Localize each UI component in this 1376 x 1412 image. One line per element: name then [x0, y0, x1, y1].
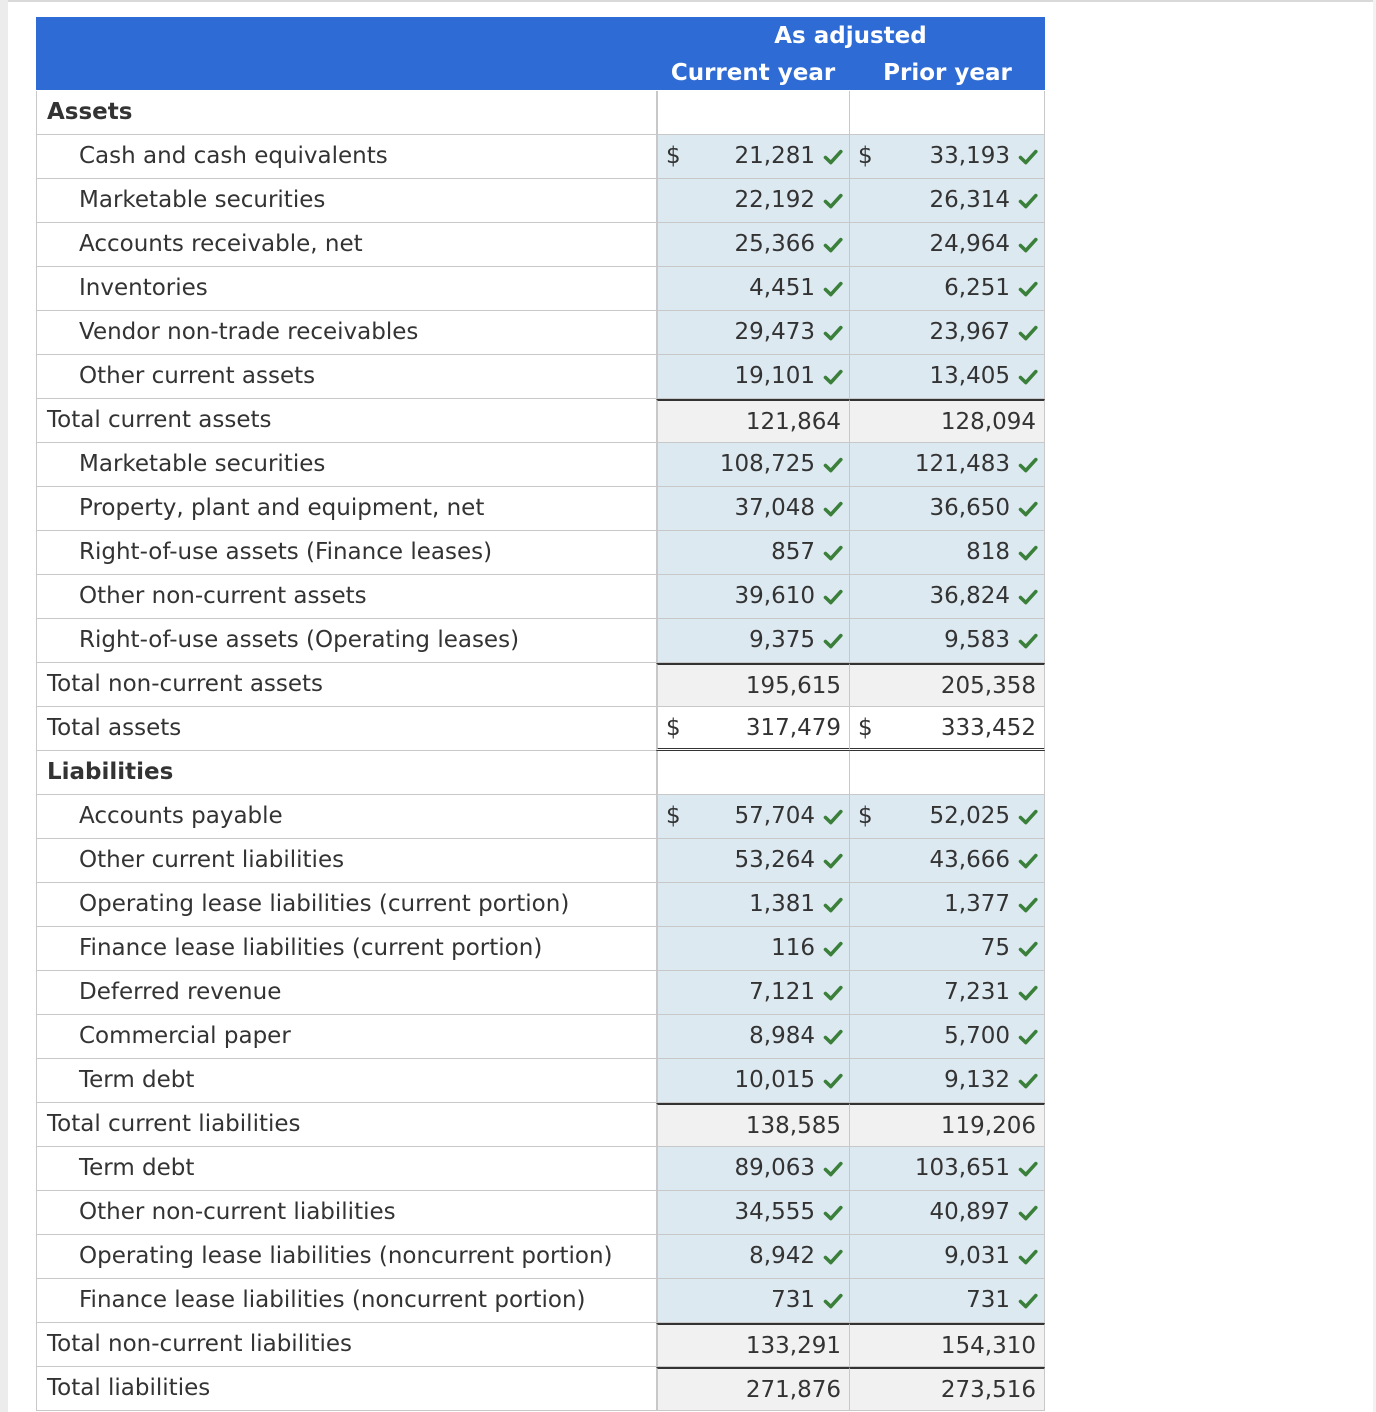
table-row — [36, 1191, 1045, 1235]
cell-value: 128,094 — [940, 409, 1036, 435]
cell-value: 121,864 — [745, 409, 841, 435]
row-label: Right-of-use assets (Finance leases) — [36, 531, 656, 575]
cell-value: 138,585 — [745, 1113, 841, 1139]
total-row — [36, 1323, 1045, 1367]
current-year-input[interactable] — [656, 839, 850, 883]
cell-value: 9,031 — [944, 1243, 1010, 1269]
checkmark-icon — [823, 1071, 843, 1091]
current-year-input[interactable] — [656, 1235, 850, 1279]
table-row — [36, 795, 1045, 839]
prior-year-input[interactable] — [850, 619, 1045, 663]
checkmark-icon — [823, 191, 843, 211]
prior-year-input[interactable] — [850, 1059, 1045, 1103]
cell-value: 36,824 — [929, 583, 1010, 609]
cell-value: 195,615 — [745, 673, 841, 699]
cell-value: 39,610 — [734, 583, 815, 609]
row-label: Marketable securities — [36, 179, 656, 223]
prior-year-cell — [850, 707, 1045, 751]
table-body — [36, 91, 1045, 1411]
cell-value: 7,231 — [944, 979, 1010, 1005]
header-prior-year: Prior year — [883, 60, 1012, 86]
row-label: Marketable securities — [36, 443, 656, 487]
cell-value: 103,651 — [914, 1155, 1010, 1181]
table-row — [36, 311, 1045, 355]
checkmark-icon — [1018, 455, 1038, 475]
checkmark-icon — [823, 1027, 843, 1047]
row-label: Total current assets — [36, 399, 656, 443]
checkmark-icon — [1018, 587, 1038, 607]
current-year-input[interactable] — [656, 135, 850, 179]
table-row — [36, 575, 1045, 619]
prior-year-cell — [850, 399, 1045, 443]
table-row — [36, 443, 1045, 487]
current-year-cell — [656, 751, 850, 795]
cell-value: 89,063 — [734, 1155, 815, 1181]
current-year-cell — [656, 707, 850, 751]
table-row — [36, 223, 1045, 267]
checkmark-icon — [1018, 1159, 1038, 1179]
cell-value: 731 — [771, 1287, 815, 1313]
table-row — [36, 1235, 1045, 1279]
cell-value: 29,473 — [734, 319, 815, 345]
checkmark-icon — [1018, 147, 1038, 167]
cell-value: 4,451 — [749, 275, 815, 301]
prior-year-input[interactable] — [850, 355, 1045, 399]
cell-value: 22,192 — [734, 187, 815, 213]
cell-value: 23,967 — [929, 319, 1010, 345]
prior-year-input[interactable] — [850, 927, 1045, 971]
cell-value: 116 — [771, 935, 815, 961]
table-row — [36, 135, 1045, 179]
checkmark-icon — [1018, 367, 1038, 387]
checkmark-icon — [823, 1247, 843, 1267]
prior-year-input[interactable] — [850, 443, 1045, 487]
cell-value: 333,452 — [940, 715, 1036, 741]
table-row — [36, 355, 1045, 399]
prior-year-cell — [850, 1323, 1045, 1367]
cell-value: 26,314 — [929, 187, 1010, 213]
cell-value: 36,650 — [929, 495, 1010, 521]
current-year-cell — [656, 1323, 850, 1367]
checkmark-icon — [823, 983, 843, 1003]
prior-year-input[interactable] — [850, 487, 1045, 531]
prior-year-input[interactable] — [850, 135, 1045, 179]
cell-value: 317,479 — [745, 715, 841, 741]
cell-value: 40,897 — [929, 1199, 1010, 1225]
checkmark-icon — [823, 147, 843, 167]
checkmark-icon — [1018, 323, 1038, 343]
prior-year-input[interactable] — [850, 179, 1045, 223]
currency-symbol: $ — [858, 715, 873, 741]
cell-value: 13,405 — [929, 363, 1010, 389]
cell-value: 857 — [771, 539, 815, 565]
prior-year-input[interactable] — [850, 795, 1045, 839]
cell-value: 9,583 — [944, 627, 1010, 653]
row-label: Finance lease liabilities (current portion) — [36, 927, 656, 971]
row-label: Vendor non-trade receivables — [36, 311, 656, 355]
checkmark-icon — [823, 939, 843, 959]
current-year-cell — [656, 663, 850, 707]
current-year-input[interactable] — [656, 487, 850, 531]
current-year-cell — [656, 1103, 850, 1147]
table-row — [36, 487, 1045, 531]
total-row — [36, 707, 1045, 751]
current-year-input[interactable] — [656, 927, 850, 971]
cell-value: 75 — [980, 935, 1010, 961]
cell-value: 273,516 — [940, 1377, 1036, 1403]
row-label: Total non-current liabilities — [36, 1323, 656, 1367]
cell-value: 133,291 — [745, 1333, 841, 1359]
cell-value: 8,984 — [749, 1023, 815, 1049]
current-year-input[interactable] — [656, 1191, 850, 1235]
table-row — [36, 927, 1045, 971]
cell-value: 154,310 — [940, 1333, 1036, 1359]
prior-year-input[interactable] — [850, 1279, 1045, 1323]
currency-symbol: $ — [666, 803, 681, 829]
cell-value: 53,264 — [734, 847, 815, 873]
row-label: Cash and cash equivalents — [36, 135, 656, 179]
cell-value: 25,366 — [734, 231, 815, 257]
table-row — [36, 531, 1045, 575]
current-year-input[interactable] — [656, 267, 850, 311]
prior-year-input[interactable] — [850, 883, 1045, 927]
prior-year-input[interactable] — [850, 223, 1045, 267]
current-year-input[interactable] — [656, 1279, 850, 1323]
current-year-input[interactable] — [656, 1059, 850, 1103]
checkmark-icon — [1018, 631, 1038, 651]
currency-symbol: $ — [858, 143, 873, 169]
checkmark-icon — [823, 895, 843, 915]
prior-year-input[interactable] — [850, 1147, 1045, 1191]
checkmark-icon — [823, 851, 843, 871]
total-row — [36, 1103, 1045, 1147]
page-frame-top — [0, 0, 1376, 2]
row-label: Operating lease liabilities (current portion) — [36, 883, 656, 927]
row-label: Total assets — [36, 707, 656, 751]
current-year-input[interactable] — [656, 443, 850, 487]
row-label: Right-of-use assets (Operating leases) — [36, 619, 656, 663]
checkmark-icon — [1018, 1071, 1038, 1091]
checkmark-icon — [1018, 939, 1038, 959]
row-label: Inventories — [36, 267, 656, 311]
current-year-input[interactable] — [656, 311, 850, 355]
checkmark-icon — [823, 367, 843, 387]
checkmark-icon — [1018, 983, 1038, 1003]
row-label: Other non-current assets — [36, 575, 656, 619]
checkmark-icon — [823, 807, 843, 827]
cell-value: 9,375 — [749, 627, 815, 653]
currency-symbol: $ — [666, 715, 681, 741]
table-row — [36, 839, 1045, 883]
cell-value: 37,048 — [734, 495, 815, 521]
cell-value: 21,281 — [734, 143, 815, 169]
cell-value: 5,700 — [944, 1023, 1010, 1049]
checkmark-icon — [823, 323, 843, 343]
cell-value: 57,704 — [734, 803, 815, 829]
row-label: Accounts receivable, net — [36, 223, 656, 267]
cell-value: 1,377 — [944, 891, 1010, 917]
prior-year-input[interactable] — [850, 267, 1045, 311]
current-year-input[interactable] — [656, 1015, 850, 1059]
checkmark-icon — [823, 455, 843, 475]
checkmark-icon — [823, 631, 843, 651]
current-year-input[interactable] — [656, 971, 850, 1015]
cell-value: 43,666 — [929, 847, 1010, 873]
checkmark-icon — [1018, 279, 1038, 299]
prior-year-input[interactable] — [850, 1235, 1045, 1279]
row-label: Other current liabilities — [36, 839, 656, 883]
cell-value: 6,251 — [944, 275, 1010, 301]
total-row — [36, 399, 1045, 443]
cell-value: 731 — [966, 1287, 1010, 1313]
section-row — [36, 91, 1045, 135]
checkmark-icon — [823, 543, 843, 563]
cell-value: 1,381 — [749, 891, 815, 917]
row-label: Accounts payable — [36, 795, 656, 839]
cell-value: 19,101 — [734, 363, 815, 389]
current-year-input[interactable] — [656, 223, 850, 267]
checkmark-icon — [1018, 1203, 1038, 1223]
prior-year-input[interactable] — [850, 531, 1045, 575]
checkmark-icon — [1018, 1027, 1038, 1047]
row-label: Deferred revenue — [36, 971, 656, 1015]
table-header — [36, 17, 1045, 90]
header-current-year: Current year — [670, 60, 836, 86]
prior-year-cell — [850, 1367, 1045, 1411]
prior-year-input[interactable] — [850, 311, 1045, 355]
table-row — [36, 1147, 1045, 1191]
row-label: Total liabilities — [36, 1367, 656, 1411]
cell-value: 121,483 — [914, 451, 1010, 477]
current-year-input[interactable] — [656, 575, 850, 619]
cell-value: 9,132 — [944, 1067, 1010, 1093]
table-row — [36, 179, 1045, 223]
cell-value: 34,555 — [734, 1199, 815, 1225]
table-row — [36, 1015, 1045, 1059]
checkmark-icon — [823, 235, 843, 255]
checkmark-icon — [823, 499, 843, 519]
cell-value: 8,942 — [749, 1243, 815, 1269]
cell-value: 33,193 — [929, 143, 1010, 169]
cell-value: 271,876 — [745, 1377, 841, 1403]
table-row — [36, 619, 1045, 663]
currency-symbol: $ — [666, 143, 681, 169]
current-year-cell — [656, 1367, 850, 1411]
page-frame-left — [0, 0, 8, 1412]
checkmark-icon — [1018, 895, 1038, 915]
prior-year-cell — [850, 1103, 1045, 1147]
prior-year-cell — [850, 663, 1045, 707]
checkmark-icon — [823, 1203, 843, 1223]
cell-value: 24,964 — [929, 231, 1010, 257]
current-year-input[interactable] — [656, 619, 850, 663]
cell-value: 108,725 — [719, 451, 815, 477]
header-group-label: As adjusted — [774, 23, 927, 49]
row-label: Total non-current assets — [36, 663, 656, 707]
row-label: Other non-current liabilities — [36, 1191, 656, 1235]
checkmark-icon — [823, 587, 843, 607]
row-label: Total current liabilities — [36, 1103, 656, 1147]
checkmark-icon — [823, 1159, 843, 1179]
prior-year-input[interactable] — [850, 1015, 1045, 1059]
currency-symbol: $ — [858, 803, 873, 829]
row-label: Finance lease liabilities (noncurrent portion) — [36, 1279, 656, 1323]
prior-year-input[interactable] — [850, 1191, 1045, 1235]
checkmark-icon — [1018, 191, 1038, 211]
current-year-input[interactable] — [656, 355, 850, 399]
current-year-input[interactable] — [656, 883, 850, 927]
row-label: Term debt — [36, 1059, 656, 1103]
total-row — [36, 1367, 1045, 1411]
current-year-input[interactable] — [656, 179, 850, 223]
table-row — [36, 1279, 1045, 1323]
current-year-input[interactable] — [656, 1147, 850, 1191]
table-row — [36, 1059, 1045, 1103]
cell-value: 119,206 — [940, 1113, 1036, 1139]
table-row — [36, 883, 1045, 927]
prior-year-cell — [850, 91, 1045, 135]
current-year-input[interactable] — [656, 531, 850, 575]
checkmark-icon — [1018, 1291, 1038, 1311]
checkmark-icon — [823, 1291, 843, 1311]
row-label: Other current assets — [36, 355, 656, 399]
section-label: Assets — [36, 91, 656, 135]
checkmark-icon — [1018, 1247, 1038, 1267]
table-row — [36, 267, 1045, 311]
cell-value: 7,121 — [749, 979, 815, 1005]
cell-value: 52,025 — [929, 803, 1010, 829]
row-label: Commercial paper — [36, 1015, 656, 1059]
row-label: Term debt — [36, 1147, 656, 1191]
prior-year-cell — [850, 751, 1045, 795]
checkmark-icon — [1018, 543, 1038, 563]
row-label: Operating lease liabilities (noncurrent portion) — [36, 1235, 656, 1279]
checkmark-icon — [1018, 851, 1038, 871]
current-year-cell — [656, 399, 850, 443]
checkmark-icon — [1018, 807, 1038, 827]
section-row — [36, 751, 1045, 795]
checkmark-icon — [1018, 499, 1038, 519]
current-year-input[interactable] — [656, 795, 850, 839]
row-label: Property, plant and equipment, net — [36, 487, 656, 531]
checkmark-icon — [823, 279, 843, 299]
table-row — [36, 971, 1045, 1015]
section-label: Liabilities — [36, 751, 656, 795]
prior-year-input[interactable] — [850, 575, 1045, 619]
cell-value: 205,358 — [940, 673, 1036, 699]
cell-value: 818 — [966, 539, 1010, 565]
cell-value: 10,015 — [734, 1067, 815, 1093]
total-row — [36, 663, 1045, 707]
prior-year-input[interactable] — [850, 971, 1045, 1015]
checkmark-icon — [1018, 235, 1038, 255]
current-year-cell — [656, 91, 850, 135]
prior-year-input[interactable] — [850, 839, 1045, 883]
